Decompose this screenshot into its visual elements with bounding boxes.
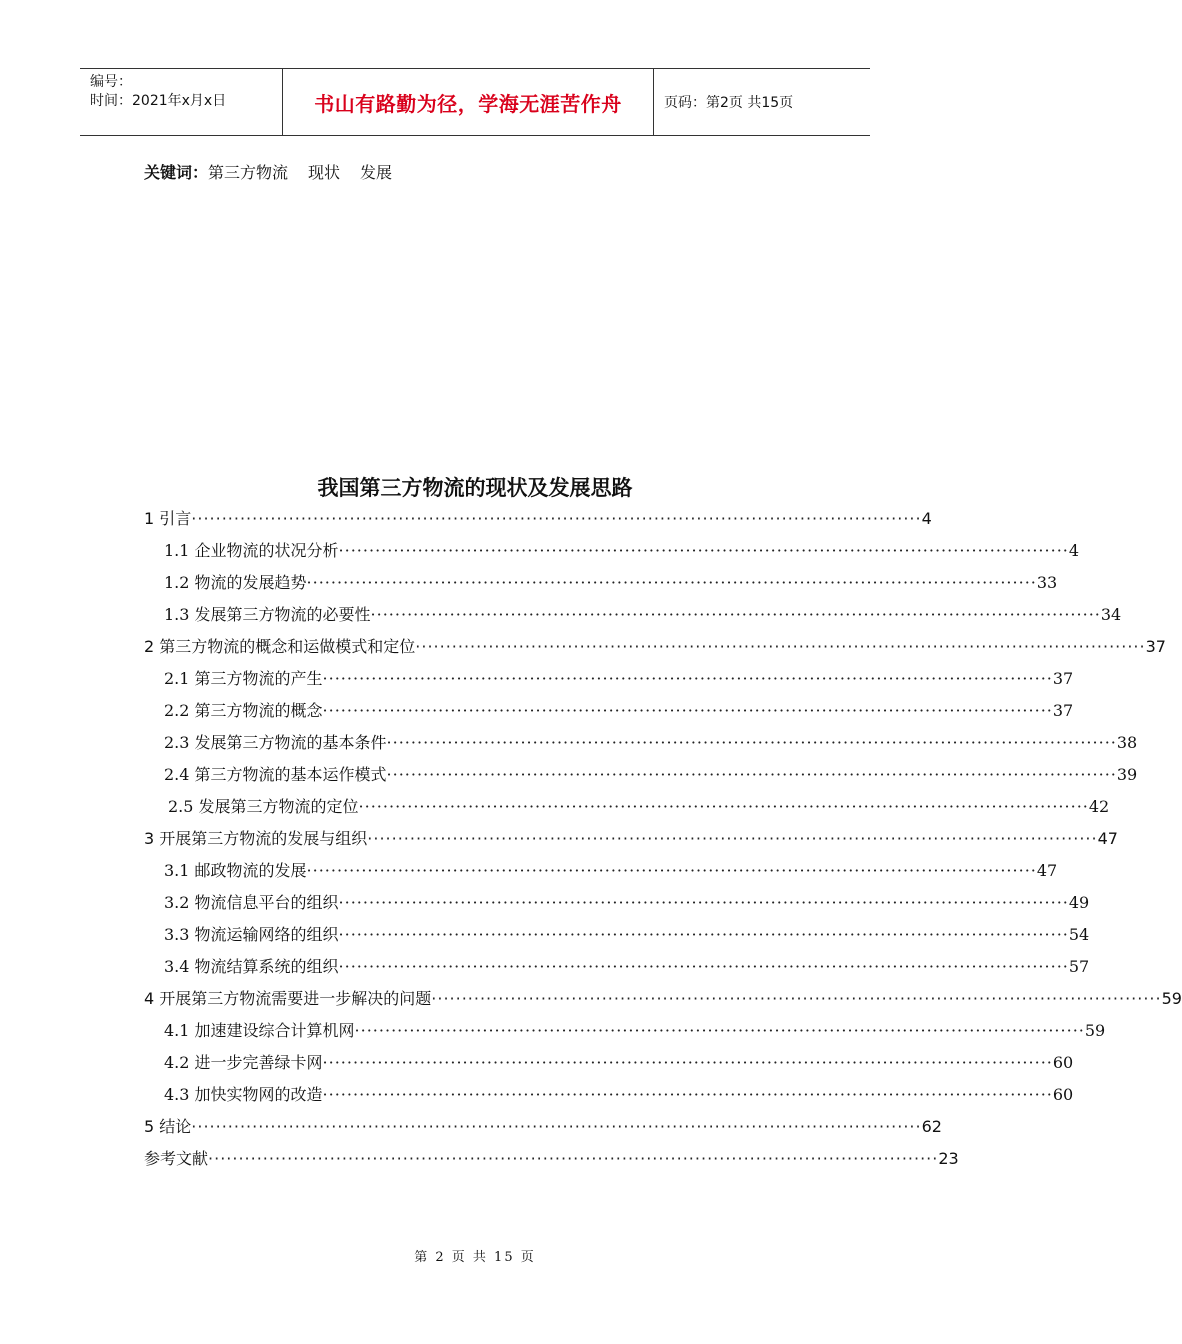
toc-dot-leader: ························································································································ (354, 1021, 1085, 1040)
toc-dot-leader: ························································································································ (338, 925, 1069, 944)
toc-dot-leader: ························································································································ (415, 637, 1146, 656)
toc-entry-title: 4.3 加快实物网的改造 (164, 1085, 323, 1104)
toc-dot-leader: ························································································································ (306, 573, 1037, 592)
toc-dot-leader: ························································································································ (358, 797, 1089, 816)
toc-entry-page: 57 (1068, 957, 1090, 976)
toc-entry-page: 60 (1052, 1053, 1074, 1072)
toc-entry-title: 2.3 发展第三方物流的基本条件 (164, 733, 387, 752)
toc-entry-page: 23 (938, 1149, 959, 1168)
toc-entry-title: 3.4 物流结算系统的组织 (164, 957, 339, 976)
toc-entry-page: 47 (1036, 861, 1058, 880)
toc-entry-page: 59 (1161, 989, 1182, 1008)
toc-entry-title: 1.1 企业物流的状况分析 (164, 541, 339, 560)
toc-dot-leader: ························································································································ (322, 701, 1053, 720)
toc-entry (164, 760, 1138, 790)
toc-entry (164, 920, 1090, 950)
toc-dot-leader: ························································································································ (322, 1053, 1053, 1072)
toc-entry-title: 5 结论 (144, 1117, 192, 1136)
toc-entry-title: 1.2 物流的发展趋势 (164, 573, 307, 592)
toc-entry-page: 47 (1097, 829, 1118, 848)
toc-dot-leader: ························································································································ (338, 541, 1069, 560)
toc-dot-leader: ························································································································ (338, 957, 1069, 976)
toc-entry-title: 3 开展第三方物流的发展与组织 (144, 829, 368, 848)
toc-entry (144, 1112, 942, 1142)
toc-entry-title: 1.3 发展第三方物流的必要性 (164, 605, 371, 624)
toc-entry-title: 4.2 进一步完善绿卡网 (164, 1053, 323, 1072)
document-date: 时间：2021年x月x日 (90, 93, 227, 109)
header-meta (80, 69, 282, 135)
toc-dot-leader: ························································································································ (322, 1085, 1053, 1104)
toc-entry-title: 4.1 加速建设综合计算机网 (164, 1021, 355, 1040)
toc-entry (164, 696, 1074, 726)
toc-dot-leader: ························································································································ (386, 765, 1117, 784)
toc-dot-leader: ························································································································ (386, 733, 1117, 752)
toc-entry-title: 2.1 第三方物流的产生 (164, 669, 323, 688)
toc-dot-leader: ························································································································ (338, 893, 1069, 912)
toc-entry-page: 54 (1068, 925, 1090, 944)
toc-entry-title: 1 引言 (144, 509, 192, 528)
toc-entry-page: 42 (1088, 797, 1110, 816)
toc-entry (164, 888, 1090, 918)
toc-entry-title: 3.1 邮政物流的发展 (164, 861, 307, 880)
toc-entry-page: 59 (1084, 1021, 1106, 1040)
toc-entry-title: 4 开展第三方物流需要进一步解决的问题 (144, 989, 432, 1008)
toc-entry (164, 1080, 1074, 1110)
keywords-line (144, 160, 412, 183)
toc-entry-title: 2.5 发展第三方物流的定位 (168, 797, 359, 816)
toc-entry (144, 984, 1182, 1014)
page-header (80, 68, 870, 136)
toc-entry (168, 792, 1110, 822)
toc-title (0, 472, 950, 502)
toc-entry (164, 664, 1074, 694)
keywords-label: 关键词： (144, 163, 209, 182)
toc-entry-page: 34 (1100, 605, 1122, 624)
page-footer: 第 2 页 共 15 页 (414, 1250, 536, 1265)
toc-dot-leader: ························································································································ (322, 669, 1053, 688)
toc-entry-title: 2.2 第三方物流的概念 (164, 701, 323, 720)
toc-entry (144, 504, 932, 534)
toc-entry (144, 824, 1118, 854)
toc-entry-title: 参考文献 (144, 1149, 209, 1168)
document-number: 编号： (90, 74, 132, 90)
toc-entry (164, 952, 1090, 982)
toc-entry (164, 536, 1080, 566)
toc-entry (164, 1016, 1106, 1046)
toc-entry (164, 856, 1058, 886)
toc-dot-leader: ························································································································ (306, 861, 1037, 880)
header-motto: 书山有路勤为径，学海无涯苦作舟 (282, 69, 654, 135)
toc-entry-page: 62 (921, 1117, 942, 1136)
toc-dot-leader: ························································································································ (367, 829, 1098, 848)
toc-entry-page: 37 (1145, 637, 1166, 656)
toc-dot-leader: ························································································································ (191, 1117, 922, 1136)
toc-entry-page: 4 (1068, 541, 1080, 560)
toc-dot-leader: ························································································································ (370, 605, 1101, 624)
toc-entry (164, 1048, 1074, 1078)
toc-entry-title: 3.3 物流运输网络的组织 (164, 925, 339, 944)
toc-entry-title: 2 第三方物流的概念和运做模式和定位 (144, 637, 416, 656)
keyword: 现状 (308, 163, 341, 182)
keyword: 发展 (360, 163, 393, 182)
header-page-info: 页码：第2页 共15页 (664, 95, 794, 111)
keyword: 第三方物流 (208, 163, 289, 182)
toc-dot-leader: ························································································································ (208, 1149, 939, 1168)
toc-entry (144, 1144, 959, 1174)
toc-title-text: 我国第三方物流的现状及发展思路 (317, 476, 633, 500)
toc-entry (144, 632, 1166, 662)
toc-entry-page: 4 (921, 509, 932, 528)
toc-entry-page: 49 (1068, 893, 1090, 912)
toc-entry (164, 600, 1122, 630)
toc-entry-page: 37 (1052, 701, 1074, 720)
toc-entry-page: 39 (1116, 765, 1138, 784)
toc-dot-leader: ························································································································ (191, 509, 922, 528)
toc-entry-page: 33 (1036, 573, 1058, 592)
toc-dot-leader: ························································································································ (431, 989, 1162, 1008)
toc-entry-title: 2.4 第三方物流的基本运作模式 (164, 765, 387, 784)
toc-entry (164, 568, 1058, 598)
toc-entry-page: 37 (1052, 669, 1074, 688)
toc-entry-page: 60 (1052, 1085, 1074, 1104)
toc-entry-page: 38 (1116, 733, 1138, 752)
toc-entry-title: 3.2 物流信息平台的组织 (164, 893, 339, 912)
toc-entry (164, 728, 1138, 758)
